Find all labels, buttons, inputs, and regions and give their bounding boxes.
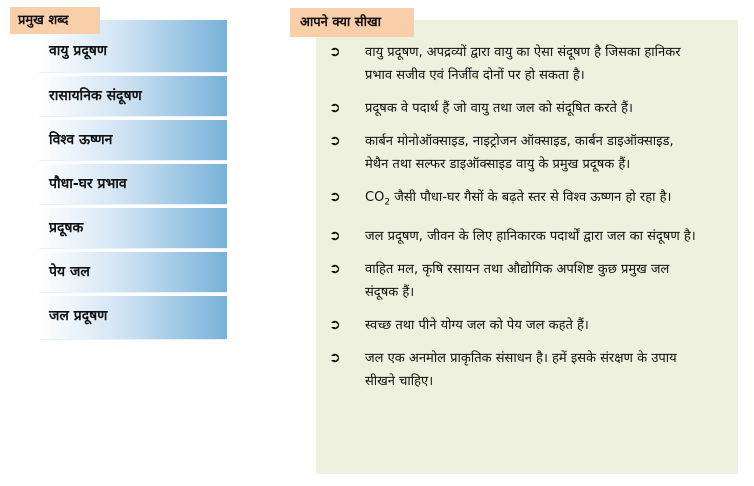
learned-item-text: जल एक अनमोल प्राकृतिक संसाधन है। हमें इसके संरक्षण के उपाय सीखने चाहिए।	[365, 350, 677, 389]
keyword-item: विश्व ऊष्णन	[39, 120, 227, 161]
learned-item	[329, 97, 701, 120]
learned-item-text: कार्बन मोनोऑक्साइड, नाइट्रोजन ऑक्साइड, कार्बन डाइऑक्साइड, मेथैन तथा सल्फर डाइऑक्साइड वायु के प्रमुख प्रदूषक हैं।	[365, 134, 674, 172]
keyword-item: रासायनिक संदूषण	[39, 76, 227, 117]
learned-item	[329, 258, 701, 304]
learned-item	[329, 314, 701, 337]
arrow-bullet-icon: ➲	[329, 189, 341, 205]
keyword-item: पौधा-घर प्रभाव	[39, 164, 227, 205]
arrow-bullet-icon: ➲	[329, 44, 341, 60]
keywords-heading: प्रमुख शब्द	[10, 7, 100, 34]
learned-heading: आपने क्या सीखा	[290, 8, 414, 37]
learned-item	[329, 225, 701, 248]
arrow-bullet-icon: ➲	[329, 100, 341, 116]
co2-formula: $CO_2$	[365, 190, 391, 208]
keyword-item: प्रदूषक	[39, 208, 227, 249]
learned-item	[329, 347, 701, 393]
learned-item-text: वायु प्रदूषण, अपद्रव्यों द्वारा वायु का ऐसा संदूषण है जिसका हानिकर प्रभाव सजीव एवं निर्जीव दोनों पर हो सकता है।	[365, 45, 681, 83]
keywords-list	[39, 20, 227, 343]
learned-item-text: जैसी पौधा-घर गैसों के बढ़ते स्तर से विश्व ऊष्णन हो रहा है।	[394, 190, 672, 205]
learned-list	[329, 41, 701, 403]
learned-item-text: स्वच्छ तथा पीने योग्य जल को पेय जल कहते हैं।	[365, 317, 589, 333]
learned-item-text: जल प्रदूषण, जीवन के लिए हानिकारक पदार्थों द्वारा जल का संदूषण है।	[365, 228, 696, 244]
keyword-item: पेय जल	[39, 252, 227, 293]
learned-item	[329, 186, 701, 215]
keyword-item: जल प्रदूषण	[39, 296, 227, 340]
learned-item-text: प्रदूषक वे पदार्थ हैं जो वायु तथा जल को संदूषित करते हैं।	[365, 101, 633, 116]
learned-item	[329, 130, 701, 176]
arrow-bullet-icon: ➲	[329, 316, 341, 333]
arrow-bullet-icon: ➲	[329, 349, 341, 366]
keyword-item: वायु प्रदूषण	[39, 20, 227, 73]
arrow-bullet-icon: ➲	[329, 227, 341, 244]
learned-item-text: वाहित मल, कृषि रसायन तथा औद्योगिक अपशिष्ट कुछ प्रमुख जल संदूषक हैं।	[365, 261, 670, 300]
arrow-bullet-icon: ➲	[329, 260, 341, 277]
arrow-bullet-icon: ➲	[329, 133, 341, 149]
learned-item	[329, 41, 701, 87]
